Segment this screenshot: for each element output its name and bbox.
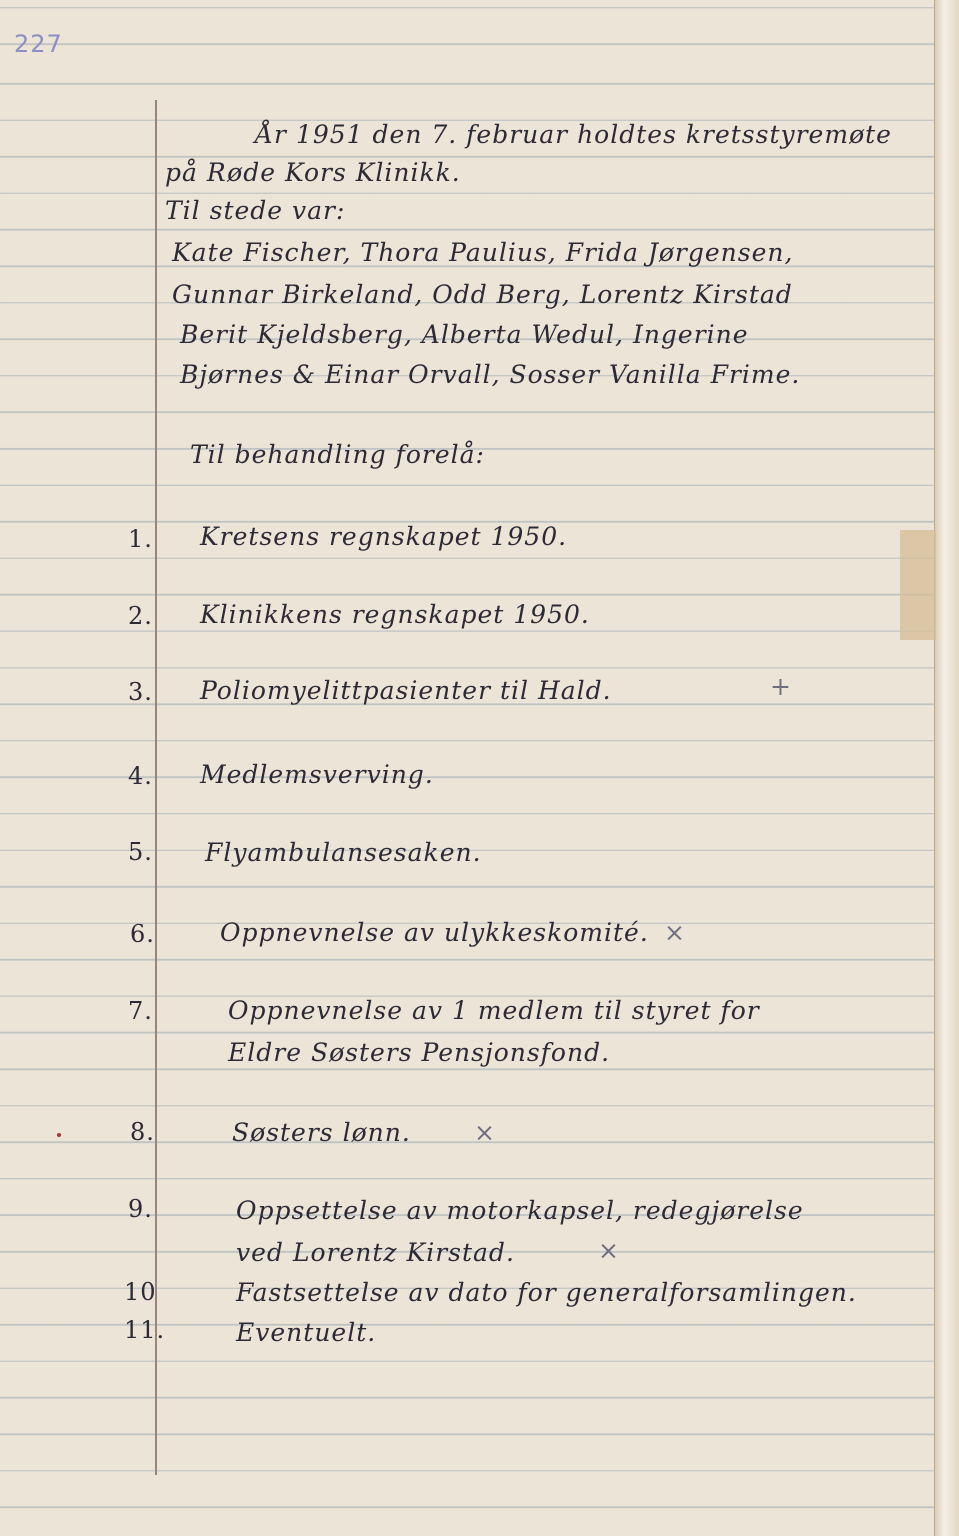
agenda-item-number: 4. [128, 762, 153, 790]
agenda-item-text: Oppsettelse av motorkapsel, redegjørelse [236, 1196, 804, 1225]
agenda-item-text: ved Lorentz Kirstad. [236, 1238, 515, 1267]
agenda-item-text: Kretsens regnskapet 1950. [200, 522, 568, 551]
agenda-item-number: 3. [128, 678, 153, 706]
agenda-item-number: 9. [128, 1195, 153, 1223]
agenda-item-number: 2. [128, 602, 153, 630]
agenda-item-number: 8. [130, 1118, 155, 1146]
intro-line-2: på Røde Kors Klinikk. [165, 158, 461, 187]
agenda-item-text: Oppnevnelse av ulykkeskomité. [220, 918, 649, 947]
attendees-line-2: Gunnar Birkeland, Odd Berg, Lorentz Kirstad [172, 280, 793, 309]
agenda-item-text: Poliomyelittpasienter til Hald. [200, 676, 612, 705]
agenda-item-text: Eventuelt. [236, 1318, 377, 1347]
agenda-item-text: Eldre Søsters Pensjonsfond. [228, 1038, 611, 1067]
agenda-item-text: Oppnevnelse av 1 medlem til styret for [228, 996, 760, 1025]
check-mark: × [664, 918, 686, 947]
attendees-line-1: Kate Fischer, Thora Paulius, Frida Jørgensen, [172, 238, 794, 267]
agenda-item-text: Søsters lønn. [232, 1118, 411, 1147]
agenda-heading: Til behandling forelå: [190, 440, 485, 469]
present-label: Til stede var: [165, 196, 346, 225]
agenda-item-number: 6. [130, 920, 155, 948]
agenda-item-number: 5. [128, 838, 153, 866]
agenda-item-number: 10 [124, 1278, 157, 1306]
check-mark: × [474, 1118, 496, 1147]
binding-gutter [934, 0, 959, 1536]
agenda-item-number: 11. [124, 1316, 166, 1344]
tape-strip [900, 530, 936, 640]
agenda-item-text: Medlemsverving. [200, 760, 434, 789]
agenda-item-number: 7. [128, 997, 153, 1025]
agenda-item-text: Klinikkens regnskapet 1950. [200, 600, 590, 629]
check-mark: + [770, 672, 792, 701]
agenda-item-number: 1. [128, 525, 153, 553]
page-number: 227 [14, 30, 63, 58]
ink-dot [57, 1133, 61, 1137]
agenda-item-text: Flyambulansesaken. [205, 838, 482, 867]
intro-line-1: År 1951 den 7. februar holdtes kretsstyremøte [255, 120, 892, 149]
attendees-line-4: Bjørnes & Einar Orvall, Sosser Vanilla Frime. [180, 360, 801, 389]
agenda-item-text: Fastsettelse av dato for generalforsamlingen. [236, 1278, 857, 1307]
attendees-line-3: Berit Kjeldsberg, Alberta Wedul, Ingerine [180, 320, 749, 349]
margin-line [155, 100, 157, 1475]
check-mark: × [598, 1236, 620, 1265]
